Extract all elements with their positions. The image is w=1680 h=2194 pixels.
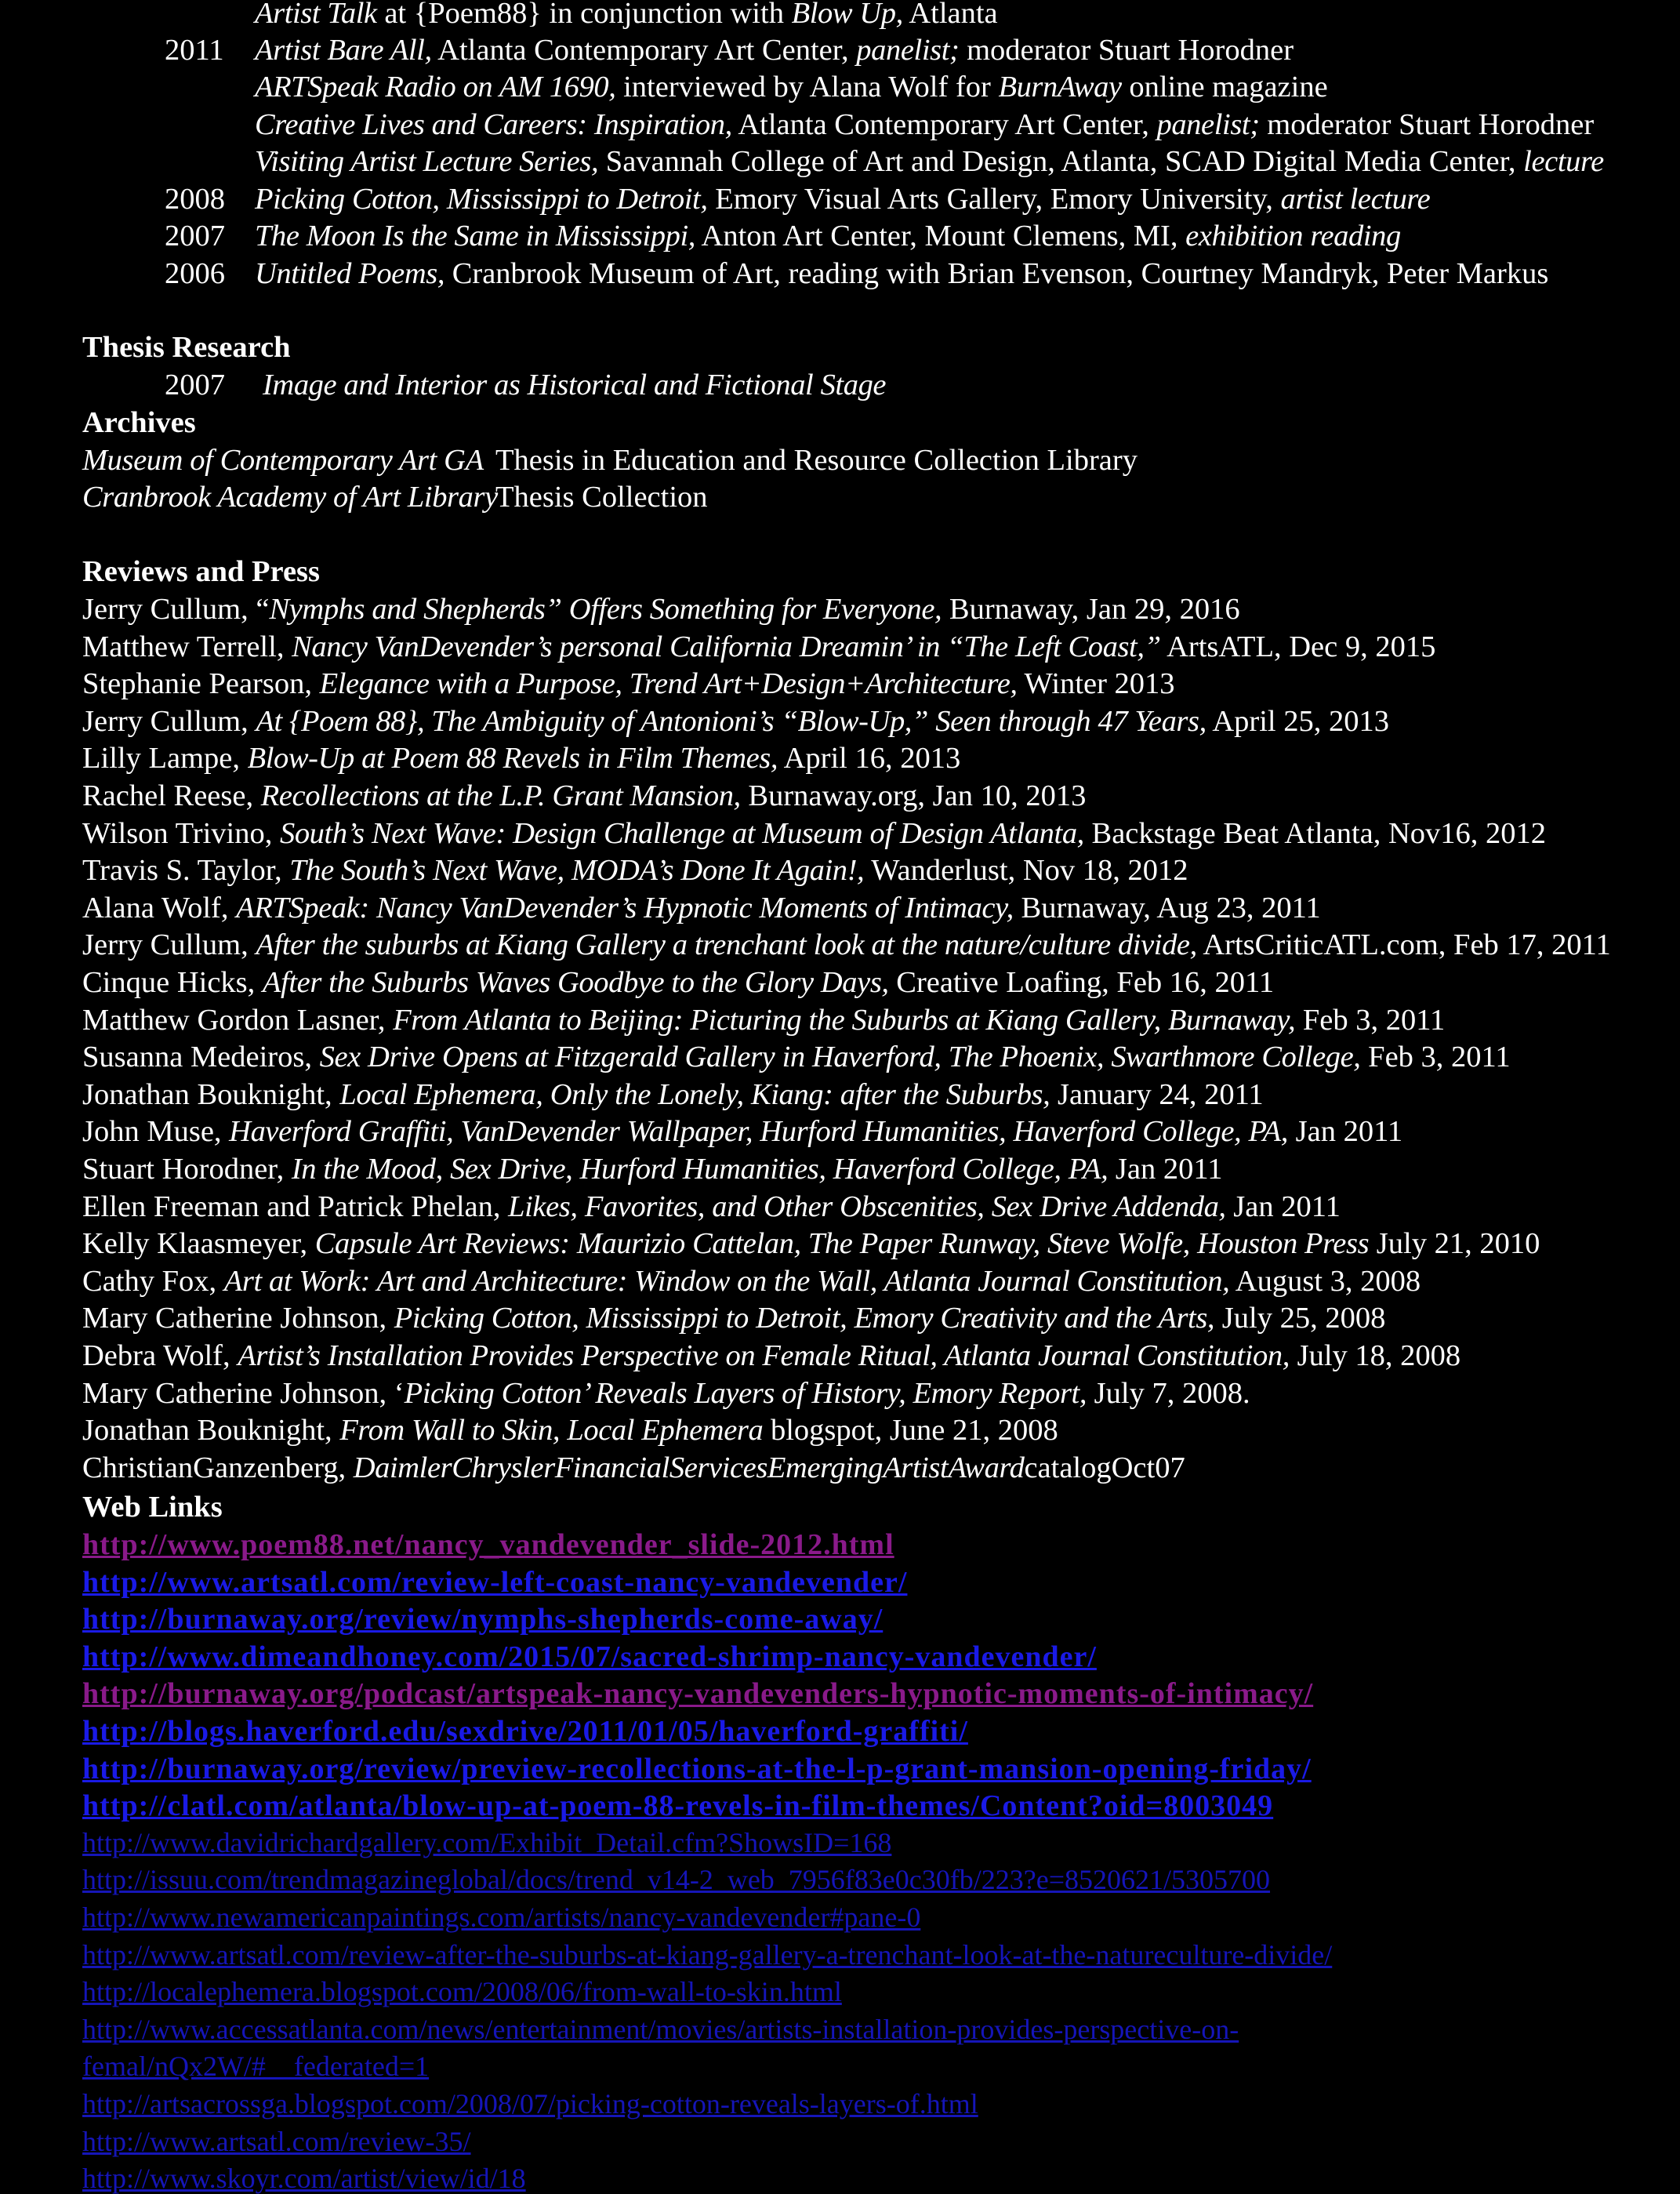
- review-item: Jerry Cullum, After the suburbs at Kiang Gallery a trenchant look at the nature/culture divide, ArtsCriticATL.com, Feb 17, 2011: [82, 928, 1611, 962]
- review-item: Stephanie Pearson, Elegance with a Purpose, Trend Art+Design+Architecture, Winter 2013: [82, 667, 1175, 701]
- talk-entry: The Moon Is the Same in Mississippi, Anton Art Center, Mount Clemens, MI, exhibition reading: [255, 220, 1401, 252]
- review-item: John Muse, Haverford Graffiti, VanDevender Wallpaper, Hurford Humanities, Haverford College, PA, Jan 2011: [82, 1115, 1403, 1149]
- web-link[interactable]: http://www.artsatl.com/review-after-the-suburbs-at-kiang-gallery-a-trenchant-look-at-the-natureculture-divide/: [82, 1938, 1333, 1971]
- archive-collection: Thesis in Education and Resource Collection Library: [495, 444, 1138, 477]
- review-item: ChristianGanzenberg, DaimlerChryslerFinancialServicesEmergingArtistAwardcatalogOct07: [82, 1451, 1185, 1484]
- talk-year: 2006: [165, 257, 225, 290]
- web-link[interactable]: http://www.newamericanpaintings.com/artists/nancy-vandevender#pane-0: [82, 1902, 921, 1933]
- talk-year: 2008: [165, 183, 225, 216]
- web-link[interactable]: http://clatl.com/atlanta/blow-up-at-poem-88-revels-in-film-themes/Content?oid=8003049: [82, 1789, 1274, 1823]
- talk-entry: Artist Bare All, Atlanta Contemporary Art Center, panelist; moderator Stuart Horodner: [255, 34, 1294, 67]
- review-item: Susanna Medeiros, Sex Drive Opens at Fitzgerald Gallery in Haverford, The Phoenix, Swarthmore College, Feb 3, 2011: [82, 1041, 1511, 1074]
- review-item: Matthew Terrell, Nancy VanDevender’s personal California Dreamin’ in “The Left Coast,” ArtsATL, Dec 9, 2015: [82, 630, 1436, 663]
- archive-collection: Thesis Collection: [495, 481, 708, 514]
- talk-entry: Creative Lives and Careers: Inspiration, Atlanta Contemporary Art Center, panelist; moderator Stuart Horodner: [255, 108, 1595, 141]
- review-item: Cathy Fox, Art at Work: Art and Architecture: Window on the Wall, Atlanta Journal Constitution, August 3, 2008: [82, 1264, 1421, 1298]
- review-item: Travis S. Taylor, The South’s Next Wave, MODA’s Done It Again!, Wanderlust, Nov 18, 2012: [82, 854, 1188, 888]
- review-item: Stuart Horodner, In the Mood, Sex Drive, Hurford Humanities, Haverford College, PA, Jan 2011: [82, 1153, 1223, 1186]
- web-link[interactable]: http://www.poem88.net/nancy_vandevender_slide-2012.html: [82, 1528, 894, 1561]
- review-item: Jerry Cullum, “Nymphs and Shepherds” Offers Something for Everyone, Burnaway, Jan 29, 2016: [82, 593, 1240, 626]
- reviews-heading: Reviews and Press: [82, 555, 320, 588]
- web-link[interactable]: http://www.davidrichardgallery.com/Exhibit_Detail.cfm?ShowsID=168: [82, 1826, 892, 1858]
- web-link[interactable]: http://www.dimeandhoney.com/2015/07/sacred-shrimp-nancy-vandevender/: [82, 1640, 1097, 1673]
- review-item: Ellen Freeman and Patrick Phelan, Likes, Favorites, and Other Obscenities, Sex Drive Addenda, Jan 2011: [82, 1190, 1341, 1223]
- web-link[interactable]: http://burnaway.org/podcast/artspeak-nancy-vandevenders-hypnotic-moments-of-intimacy/: [82, 1677, 1314, 1711]
- review-item: Rachel Reese, Recollections at the L.P. Grant Mansion, Burnaway.org, Jan 10, 2013: [82, 779, 1087, 812]
- talk-entry: Visiting Artist Lecture Series, Savannah College of Art and Design, Atlanta, SCAD Digital Media Center, lecture: [255, 145, 1604, 178]
- web-link[interactable]: http://burnaway.org/review/nymphs-shepherds-come-away/: [82, 1603, 884, 1636]
- thesis-heading: Thesis Research: [82, 331, 291, 364]
- review-item: Wilson Trivino, South’s Next Wave: Design Challenge at Museum of Design Atlanta, Backstage Beat Atlanta, Nov16, 2012: [82, 816, 1547, 850]
- review-item: Debra Wolf, Artist’s Installation Provides Perspective on Female Ritual, Atlanta Journal Constitution, July 18, 2008: [82, 1339, 1461, 1372]
- archive-place: Cranbrook Academy of Art Library: [82, 481, 498, 514]
- web-link[interactable]: http://localephemera.blogspot.com/2008/06/from-wall-to-skin.html: [82, 1976, 842, 2008]
- web-link[interactable]: http://www.skoyr.com/artist/view/id/18: [82, 2163, 526, 2194]
- review-item: Lilly Lampe, Blow-Up at Poem 88 Revels in Film Themes, April 16, 2013: [82, 742, 961, 776]
- review-item: Jonathan Bouknight, Local Ephemera, Only the Lonely, Kiang: after the Suburbs, January 24, 2011: [82, 1077, 1264, 1111]
- talk-entry: Artist Talk at {Poem88} in conjunction with Blow Up, Atlanta: [255, 0, 998, 30]
- review-item: Mary Catherine Johnson, ‘Picking Cotton’ Reveals Layers of History, Emory Report, July 7, 2008.: [82, 1376, 1250, 1410]
- review-item: Alana Wolf, ARTSpeak: Nancy VanDevender’s Hypnotic Moments of Intimacy, Burnaway, Aug 23, 2011: [82, 891, 1321, 924]
- talk-entry: Untitled Poems, Cranbrook Museum of Art, reading with Brian Evenson, Courtney Mandryk, Peter Markus: [255, 257, 1549, 290]
- archives-heading: Archives: [82, 406, 196, 439]
- web-link[interactable]: http://artsacrossga.blogspot.com/2008/07/picking-cotton-reveals-layers-of.html: [82, 2088, 978, 2120]
- web-link[interactable]: http://issuu.com/trendmagazineglobal/docs/trend_v14-2_web_7956f83e0c30fb/223?e=8520621/5305700: [82, 1864, 1271, 1896]
- review-item: Jonathan Bouknight, From Wall to Skin, Local Ephemera blogspot, June 21, 2008: [82, 1414, 1058, 1448]
- web-links-heading: Web Links: [82, 1491, 223, 1524]
- web-link[interactable]: http://blogs.haverford.edu/sexdrive/2011/01/05/haverford-graffiti/: [82, 1715, 968, 1748]
- talk-entry: ARTSpeak Radio on AM 1690, interviewed by Alana Wolf for BurnAway online magazine: [255, 71, 1328, 104]
- thesis-year: 2007: [165, 369, 225, 401]
- review-item: Jerry Cullum, At {Poem 88}, The Ambiguity of Antonioni’s “Blow-Up,” Seen through 47 Years, April 25, 2013: [82, 704, 1389, 738]
- web-link[interactable]: http://burnaway.org/review/preview-recollections-at-the-l-p-grant-mansion-opening-friday/: [82, 1752, 1312, 1785]
- review-item: Cinque Hicks, After the Suburbs Waves Goodbye to the Glory Days, Creative Loafing, Feb 16, 2011: [82, 966, 1275, 999]
- thesis-title: Image and Interior as Historical and Fictional Stage: [263, 369, 887, 401]
- web-link[interactable]: http://www.artsatl.com/review-left-coast-nancy-vandevender/: [82, 1565, 908, 1599]
- talk-year: 2011: [165, 34, 224, 67]
- web-link[interactable]: http://www.artsatl.com/review-35/: [82, 2125, 471, 2157]
- review-item: Mary Catherine Johnson, Picking Cotton, Mississippi to Detroit, Emory Creativity and the Arts, July 25, 2008: [82, 1302, 1386, 1335]
- web-link[interactable]: femal/nQx2W/#__federated=1: [82, 2051, 430, 2083]
- web-link[interactable]: http://www.accessatlanta.com/news/entertainment/movies/artists-installation-provides-perspective-on-: [82, 2013, 1239, 2045]
- review-item: Matthew Gordon Lasner, From Atlanta to Beijing: Picturing the Suburbs at Kiang Gallery, Burnaway, Feb 3, 2011: [82, 1003, 1446, 1037]
- talk-entry: Picking Cotton, Mississippi to Detroit, Emory Visual Arts Gallery, Emory University, artist lecture: [255, 183, 1431, 216]
- archive-place: Museum of Contemporary Art GA: [82, 444, 484, 477]
- review-item: Kelly Klaasmeyer, Capsule Art Reviews: Maurizio Cattelan, The Paper Runway, Steve Wolfe, Houston Press July 21, 2010: [82, 1227, 1540, 1261]
- talk-year: 2007: [165, 220, 225, 252]
